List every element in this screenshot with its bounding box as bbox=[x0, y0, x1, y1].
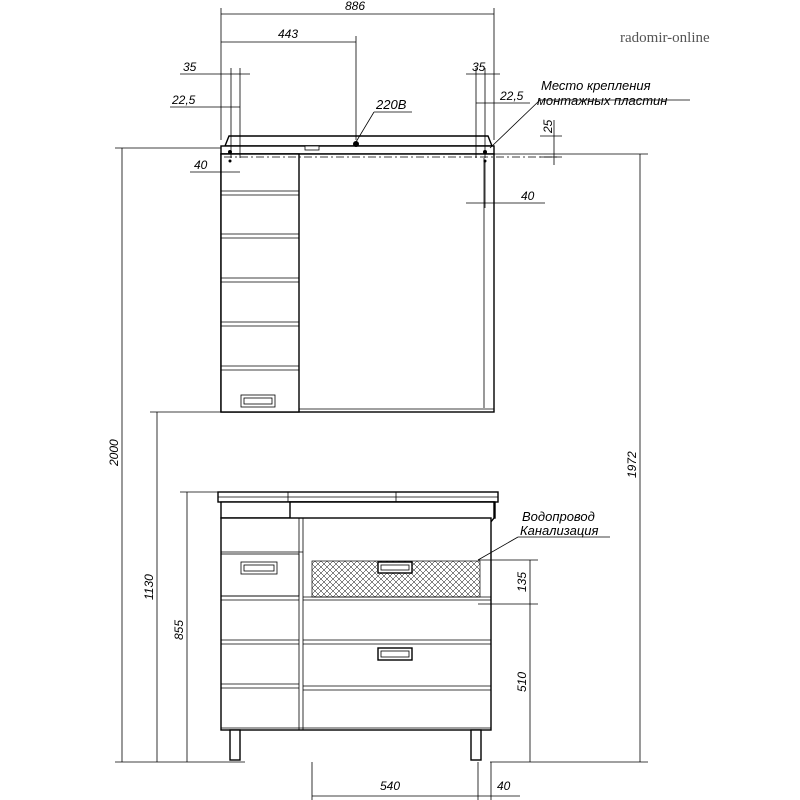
vanity-cabinet bbox=[218, 492, 498, 760]
dim-40-bottom: 40 bbox=[497, 779, 511, 793]
power-label: 220В bbox=[376, 97, 407, 112]
dim-40-right: 40 bbox=[521, 189, 535, 203]
dim-135: 135 bbox=[515, 571, 529, 592]
dim-510: 510 bbox=[515, 671, 529, 692]
dim-25: 25 bbox=[541, 119, 555, 133]
dim-35-left: 35 bbox=[183, 60, 197, 74]
dim-22-5-left: 22,5 bbox=[172, 93, 196, 107]
mount-note-line2: монтажных пластин bbox=[537, 93, 668, 108]
socket-outline bbox=[305, 146, 319, 150]
watermark: radomir-online bbox=[620, 30, 710, 46]
mirror-cabinet bbox=[221, 136, 560, 412]
water-label: Водопровод bbox=[522, 509, 595, 524]
leg-left bbox=[230, 730, 240, 760]
dim-540: 540 bbox=[380, 779, 401, 793]
top-drawer-handle bbox=[378, 562, 412, 573]
shelf-column bbox=[221, 154, 299, 412]
dim-886: 886 bbox=[345, 0, 366, 13]
main-drawer-handle bbox=[378, 648, 412, 660]
dim-443: 443 bbox=[278, 27, 299, 41]
mount-note-line1: Место крепления bbox=[541, 78, 651, 93]
dim-855: 855 bbox=[172, 619, 186, 640]
dim-40-left: 40 bbox=[194, 158, 208, 172]
dim-1972: 1972 bbox=[625, 451, 639, 478]
dim-22-5-right: 22,5 bbox=[500, 89, 524, 103]
dim-1130: 1130 bbox=[142, 574, 156, 600]
dim-2000: 2000 bbox=[107, 439, 121, 466]
dim-35-right: 35 bbox=[472, 60, 486, 74]
mirror-top-band bbox=[221, 146, 494, 154]
drain-label: Канализация bbox=[520, 523, 599, 538]
vanity-body bbox=[221, 518, 491, 730]
leg-right bbox=[471, 730, 481, 760]
